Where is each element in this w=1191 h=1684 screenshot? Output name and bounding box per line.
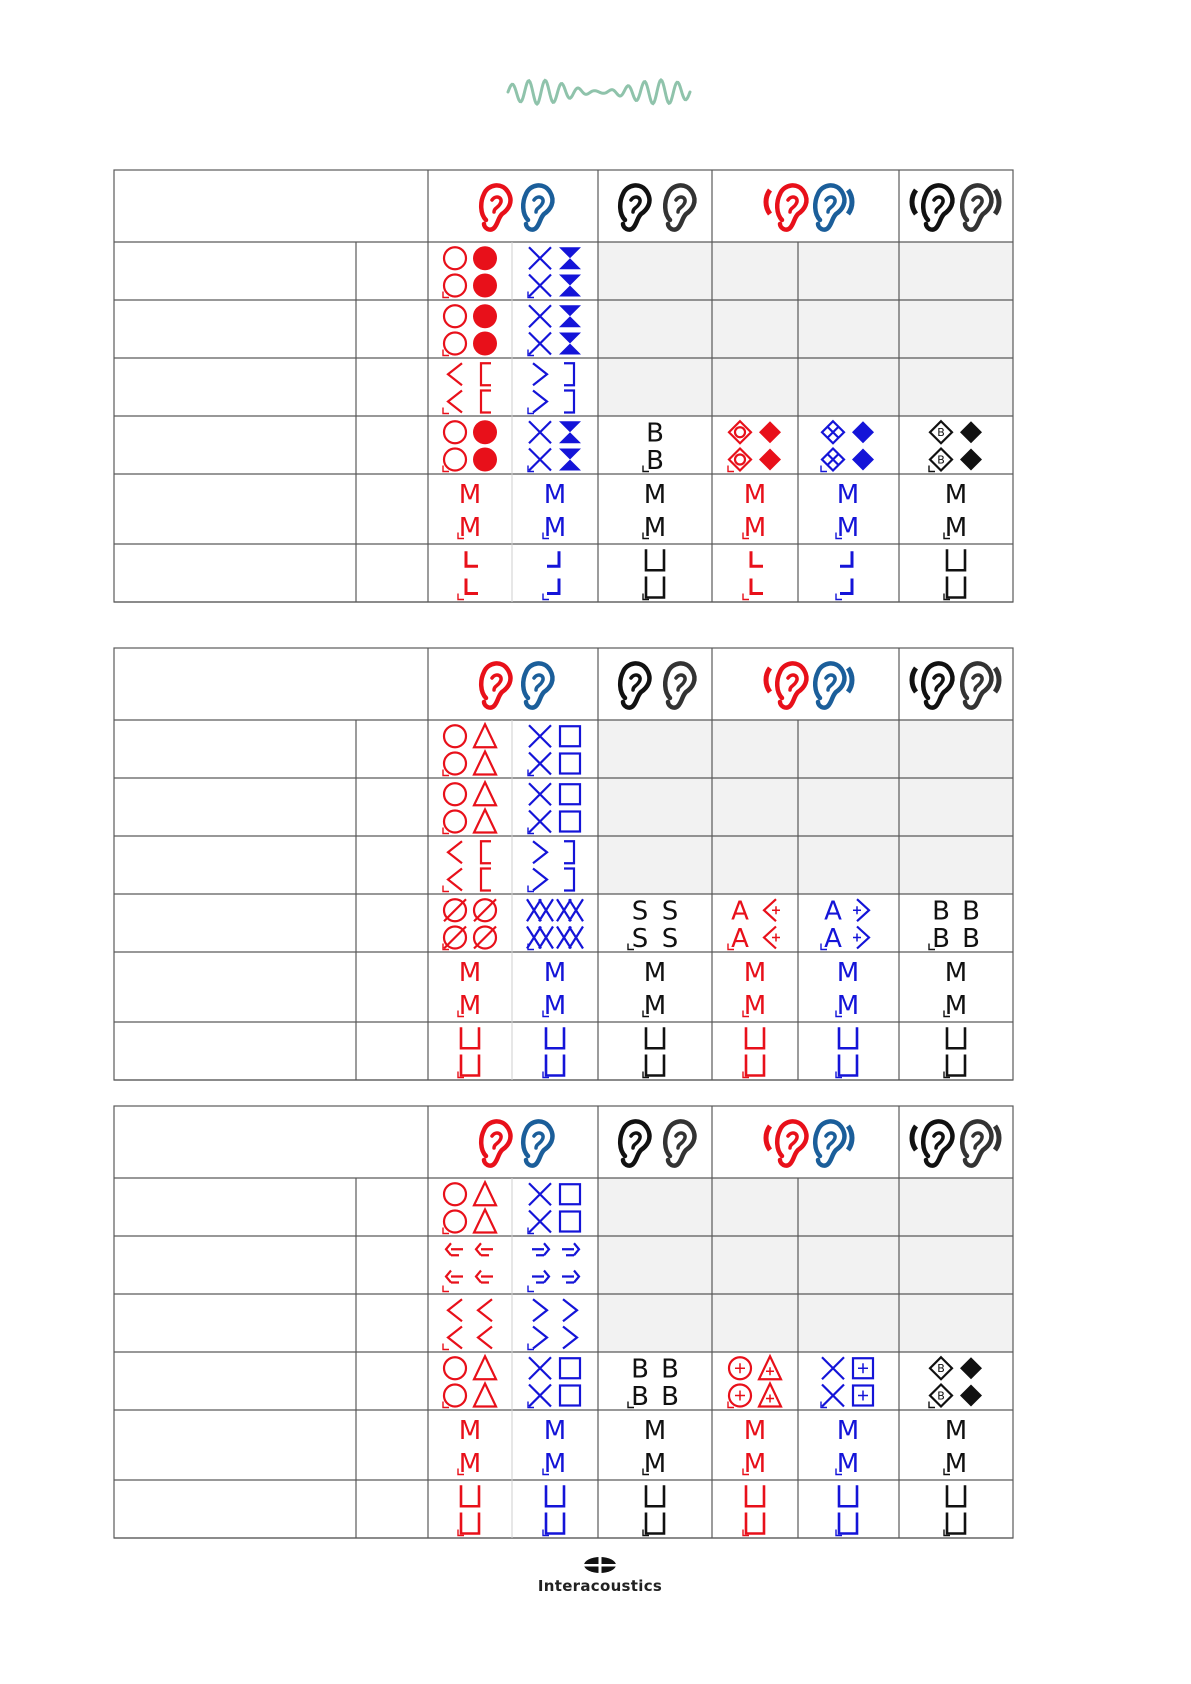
both-ears-icon: [620, 1121, 694, 1165]
svg-text:B: B: [646, 445, 664, 476]
symbol-cell-left-ear: [528, 1183, 580, 1233]
svg-text:B: B: [937, 453, 945, 467]
symbol-cell-right-aided: [743, 551, 763, 599]
symbol-cell-binaural-aided: [944, 1416, 967, 1479]
symbol-cell-binaural-aided: [929, 897, 980, 954]
svg-text:M: M: [643, 1415, 667, 1446]
symbol-cell-right-aided: [743, 480, 766, 543]
symbol-cell-left-ear: [527, 899, 583, 949]
symbol-cell-right-aided: [743, 1027, 764, 1077]
symbol-cell-right-ear: [458, 1027, 479, 1077]
svg-text:M: M: [743, 1415, 767, 1446]
symbol-cell-both-ears: [643, 1485, 664, 1535]
symbol-cell-left-ear: [543, 480, 566, 543]
symbol-cell-left-ear: [528, 783, 580, 833]
symbol-cell-right-ear: [443, 899, 496, 949]
svg-text:B: B: [932, 896, 950, 927]
footer: [500, 1555, 700, 1605]
symbol-cell-left-ear: [543, 1027, 564, 1077]
svg-text:S: S: [631, 923, 649, 954]
right-ear-icon: [481, 1121, 510, 1165]
symbol-cell-left-ear: [528, 363, 574, 413]
svg-text:B: B: [962, 923, 980, 954]
svg-text:M: M: [944, 512, 968, 543]
symbol-cell-left-aided: [836, 1027, 857, 1077]
symbol-cell-binaural-aided: [929, 421, 982, 471]
symbol-cell-binaural-aided: [944, 480, 967, 543]
legend-row: [443, 1299, 577, 1349]
symbol-cell-right-ear: [443, 420, 497, 471]
legend-row: [458, 958, 967, 1021]
symbol-cell-both-ears: [628, 897, 678, 954]
table-header-icons: [481, 185, 999, 229]
svg-text:M: M: [643, 990, 667, 1021]
legend-row: [443, 363, 574, 413]
symbol-cell-right-ear: [443, 1243, 493, 1291]
svg-text:M: M: [543, 479, 567, 510]
symbol-cell-right-aided: [728, 1356, 781, 1407]
binaural-aided-ears-icon: [912, 185, 999, 229]
left-ear-icon: [523, 185, 552, 229]
symbol-cell-both-ears: [643, 549, 664, 599]
svg-text:M: M: [743, 512, 767, 543]
symbol-cell-left-ear: [543, 1485, 564, 1535]
legend-table: [0, 1105, 1191, 1539]
svg-text:M: M: [836, 990, 860, 1021]
symbol-cell-left-aided: [836, 480, 859, 543]
svg-text:M: M: [458, 479, 482, 510]
svg-text:M: M: [944, 1448, 968, 1479]
right-ear-icon: [481, 185, 510, 229]
binaural-aided-ears-icon: [912, 663, 999, 707]
binaural-aided-ears-icon: [912, 1121, 999, 1165]
svg-text:M: M: [836, 512, 860, 543]
symbol-cell-right-ear: [443, 1356, 496, 1407]
symbol-cell-both-ears: [643, 419, 664, 476]
table-header-icons: [481, 663, 999, 707]
symbol-cell-right-aided: [728, 897, 780, 954]
symbol-cell-left-ear: [528, 841, 574, 891]
interacoustics-logo-icon: [580, 1555, 620, 1575]
symbol-cell-left-aided: [836, 551, 852, 599]
svg-text:M: M: [458, 1448, 482, 1479]
legend-table: [0, 169, 1191, 603]
symbol-cell-right-ear: [443, 246, 497, 297]
symbol-cell-binaural-aided: [944, 1027, 965, 1077]
symbol-cell-right-ear: [458, 1485, 479, 1535]
symbol-cell-both-ears: [643, 958, 666, 1021]
symbol-cell-right-aided: [743, 1416, 766, 1479]
table-header-icons: [481, 1121, 999, 1165]
symbol-cell-both-ears: [643, 480, 666, 543]
symbol-cell-left-ear: [528, 1299, 577, 1349]
symbol-cell-both-ears: [643, 1027, 664, 1077]
svg-text:B: B: [661, 1354, 679, 1385]
symbol-cell-left-aided: [836, 958, 859, 1021]
svg-text:M: M: [944, 479, 968, 510]
left-ear-icon: [523, 663, 552, 707]
symbol-cell-left-aided: [821, 421, 874, 471]
svg-text:M: M: [543, 1448, 567, 1479]
symbol-cell-left-aided: [836, 1485, 857, 1535]
svg-text:M: M: [458, 957, 482, 988]
svg-text:B: B: [962, 896, 980, 927]
svg-text:M: M: [543, 957, 567, 988]
svg-text:A: A: [824, 896, 842, 927]
symbol-cell-left-ear: [543, 1416, 566, 1479]
symbol-cell-both-ears: [643, 1416, 666, 1479]
svg-text:S: S: [661, 923, 679, 954]
svg-text:M: M: [836, 479, 860, 510]
svg-text:M: M: [543, 990, 567, 1021]
symbol-cell-left-ear: [528, 247, 581, 297]
aided-ears-icon: [766, 1121, 852, 1165]
svg-text:M: M: [836, 957, 860, 988]
svg-text:B: B: [631, 1354, 649, 1385]
both-ears-icon: [620, 185, 694, 229]
svg-text:M: M: [458, 1415, 482, 1446]
legend-row: [443, 1243, 579, 1291]
symbol-cell-left-ear: [528, 1243, 579, 1291]
symbol-cell-left-aided: [836, 1416, 859, 1479]
symbol-cell-right-ear: [458, 551, 478, 599]
svg-text:M: M: [643, 957, 667, 988]
symbol-cell-right-ear: [443, 841, 491, 891]
symbol-cell-right-ear: [443, 363, 491, 413]
legend-row: [443, 841, 574, 891]
legend-table: [0, 647, 1191, 1081]
symbol-cell-right-aided: [728, 421, 781, 471]
symbol-cell-right-ear: [458, 1416, 481, 1479]
aided-ears-icon: [766, 663, 852, 707]
svg-text:S: S: [661, 896, 679, 927]
svg-text:M: M: [543, 1415, 567, 1446]
svg-text:B: B: [932, 923, 950, 954]
svg-text:B: B: [937, 1389, 945, 1403]
svg-text:S: S: [631, 896, 649, 927]
svg-text:M: M: [543, 512, 567, 543]
svg-text:M: M: [944, 1415, 968, 1446]
svg-text:A: A: [731, 896, 749, 927]
symbol-cell-binaural-aided: [944, 1485, 965, 1535]
svg-text:M: M: [643, 1448, 667, 1479]
symbol-cell-right-ear: [458, 958, 481, 1021]
symbol-cell-right-ear: [443, 1182, 496, 1233]
symbol-cell-right-ear: [458, 480, 481, 543]
left-ear-icon: [523, 1121, 552, 1165]
legend-row: [458, 1416, 967, 1479]
symbol-cell-left-ear: [528, 1357, 580, 1407]
symbol-cell-right-ear: [443, 782, 496, 833]
right-ear-icon: [481, 663, 510, 707]
svg-text:B: B: [937, 1362, 945, 1376]
symbol-cell-binaural-aided: [944, 958, 967, 1021]
symbol-cell-left-ear: [528, 421, 581, 471]
both-ears-icon: [620, 663, 694, 707]
svg-text:M: M: [458, 990, 482, 1021]
aided-ears-icon: [766, 185, 852, 229]
symbol-cell-left-aided: [821, 1357, 873, 1407]
svg-text:A: A: [731, 923, 749, 954]
svg-text:B: B: [631, 1381, 649, 1412]
svg-text:M: M: [743, 990, 767, 1021]
wave-logo: [0, 0, 1191, 140]
svg-text:B: B: [646, 418, 664, 449]
brand-name: Interacoustics: [537, 1577, 663, 1595]
symbol-cell-left-ear: [528, 725, 580, 775]
symbol-cell-binaural-aided: [944, 549, 965, 599]
symbol-cell-right-aided: [743, 958, 766, 1021]
symbol-cell-left-aided: [821, 897, 869, 954]
svg-text:M: M: [743, 957, 767, 988]
svg-text:B: B: [661, 1381, 679, 1412]
svg-text:M: M: [458, 512, 482, 543]
svg-text:M: M: [836, 1448, 860, 1479]
svg-text:M: M: [944, 990, 968, 1021]
svg-text:B: B: [937, 426, 945, 440]
svg-text:M: M: [643, 479, 667, 510]
svg-text:M: M: [944, 957, 968, 988]
symbol-cell-both-ears: [628, 1355, 679, 1412]
symbol-cell-right-aided: [743, 1485, 764, 1535]
symbol-cell-right-ear: [443, 304, 497, 355]
symbol-cell-left-ear: [543, 958, 566, 1021]
symbol-cell-right-ear: [443, 1299, 492, 1349]
svg-text:M: M: [643, 512, 667, 543]
symbol-cell-right-ear: [443, 724, 496, 775]
svg-text:M: M: [743, 479, 767, 510]
svg-text:M: M: [836, 1415, 860, 1446]
legend-row: [458, 480, 967, 543]
symbol-cell-left-ear: [528, 305, 581, 355]
symbol-cell-binaural-aided: [929, 1357, 982, 1407]
symbol-cell-left-ear: [543, 551, 559, 599]
svg-text:A: A: [824, 923, 842, 954]
svg-text:M: M: [743, 1448, 767, 1479]
